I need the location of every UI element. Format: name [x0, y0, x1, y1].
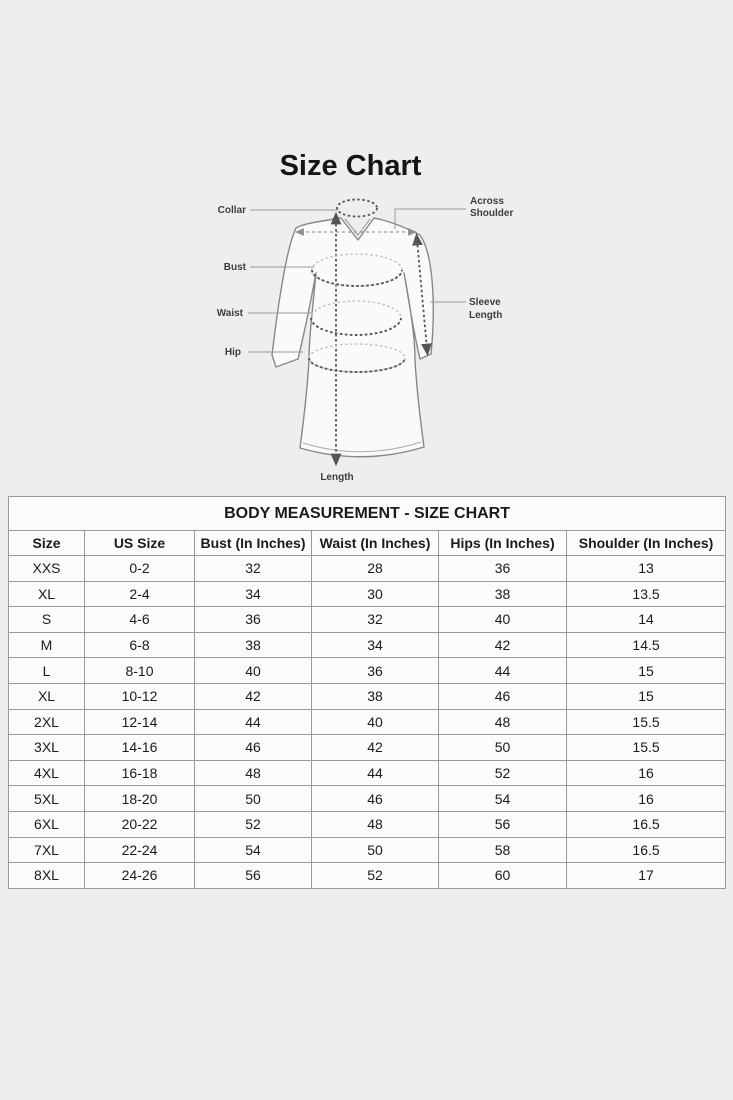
- column-header-1: US Size: [85, 531, 195, 556]
- table-row: [9, 709, 726, 735]
- table-cell: 17: [567, 863, 726, 889]
- table-header-row: [9, 531, 726, 556]
- table-cell: 16: [567, 760, 726, 786]
- waist-label: Waist: [216, 308, 243, 319]
- table-cell: 14-16: [85, 735, 195, 761]
- table-cell: 6-8: [85, 632, 195, 658]
- column-header-0: Size: [9, 531, 85, 556]
- column-header-5: Shoulder (In Inches): [567, 531, 726, 556]
- hip-label: Hip: [224, 347, 241, 358]
- table-cell: 15.5: [567, 735, 726, 761]
- table-row: [9, 683, 726, 709]
- table-title: BODY MEASUREMENT - SIZE CHART: [9, 497, 726, 531]
- table-cell: 38: [312, 683, 439, 709]
- table-cell: 34: [195, 581, 312, 607]
- table-row: [9, 786, 726, 812]
- table-cell: XXS: [9, 556, 85, 582]
- table-body: [9, 556, 726, 889]
- table-cell: 60: [439, 863, 567, 889]
- column-header-2: Bust (In Inches): [195, 531, 312, 556]
- table-cell: 8XL: [9, 863, 85, 889]
- table-cell: 46: [195, 735, 312, 761]
- table-cell: 46: [312, 786, 439, 812]
- table-cell: 34: [312, 632, 439, 658]
- table-row: [9, 607, 726, 633]
- table-row: [9, 837, 726, 863]
- table-cell: 20-22: [85, 811, 195, 837]
- table-cell: XL: [9, 683, 85, 709]
- bust-label: Bust: [223, 262, 246, 273]
- table-cell: 32: [195, 556, 312, 582]
- table-cell: 4XL: [9, 760, 85, 786]
- table-row: [9, 632, 726, 658]
- table-cell: 40: [439, 607, 567, 633]
- table-cell: 16.5: [567, 811, 726, 837]
- size-chart-table: [8, 496, 726, 889]
- across-shoulder-label-line1: Across: [470, 196, 504, 207]
- table-cell: 30: [312, 581, 439, 607]
- table-cell: 52: [195, 811, 312, 837]
- table-cell: 50: [312, 837, 439, 863]
- table-cell: 40: [195, 658, 312, 684]
- table-cell: 48: [439, 709, 567, 735]
- table-cell: 56: [439, 811, 567, 837]
- table-cell: 50: [195, 786, 312, 812]
- table-cell: 36: [439, 556, 567, 582]
- table-cell: 13: [567, 556, 726, 582]
- table-cell: 44: [312, 760, 439, 786]
- table-cell: 38: [439, 581, 567, 607]
- table-row: [9, 556, 726, 582]
- table-cell: 44: [439, 658, 567, 684]
- table-cell: 48: [195, 760, 312, 786]
- table-cell: 36: [195, 607, 312, 633]
- sleeve-length-label-line1: Sleeve: [469, 297, 501, 308]
- table-cell: 40: [312, 709, 439, 735]
- table-cell: 15: [567, 658, 726, 684]
- table-cell: 14: [567, 607, 726, 633]
- table-cell: 3XL: [9, 735, 85, 761]
- table-cell: 2-4: [85, 581, 195, 607]
- sleeve-length-label-line2: Length: [469, 310, 503, 321]
- column-header-4: Hips (In Inches): [439, 531, 567, 556]
- table-cell: 10-12: [85, 683, 195, 709]
- table-cell: 14.5: [567, 632, 726, 658]
- table-cell: 7XL: [9, 837, 85, 863]
- table-cell: 6XL: [9, 811, 85, 837]
- garment-measurement-diagram: [0, 185, 733, 495]
- collar-measure-ellipse: [337, 200, 377, 217]
- table-cell: 24-26: [85, 863, 195, 889]
- table-cell: 46: [439, 683, 567, 709]
- collar-label: Collar: [217, 205, 246, 216]
- table-cell: 36: [312, 658, 439, 684]
- table-cell: 50: [439, 735, 567, 761]
- table-cell: 44: [195, 709, 312, 735]
- across-shoulder-label-line2: Shoulder: [470, 208, 514, 219]
- table-row: [9, 863, 726, 889]
- table-cell: XL: [9, 581, 85, 607]
- table-cell: 42: [439, 632, 567, 658]
- table-row: [9, 735, 726, 761]
- across-shoulder-leader-line: [395, 209, 466, 229]
- page-title: Size Chart: [279, 150, 422, 182]
- table-cell: 58: [439, 837, 567, 863]
- table-row: [9, 581, 726, 607]
- table-cell: 56: [195, 863, 312, 889]
- table-cell: 5XL: [9, 786, 85, 812]
- table-row: [9, 658, 726, 684]
- table-cell: S: [9, 607, 85, 633]
- table-cell: 2XL: [9, 709, 85, 735]
- table-cell: M: [9, 632, 85, 658]
- table-cell: 22-24: [85, 837, 195, 863]
- table-cell: 16.5: [567, 837, 726, 863]
- table-cell: 54: [195, 837, 312, 863]
- table-cell: 8-10: [85, 658, 195, 684]
- table-row: [9, 811, 726, 837]
- table-title-row: [9, 497, 726, 531]
- table-cell: 0-2: [85, 556, 195, 582]
- table-cell: 15.5: [567, 709, 726, 735]
- table-cell: 42: [195, 683, 312, 709]
- table-cell: L: [9, 658, 85, 684]
- column-header-3: Waist (In Inches): [312, 531, 439, 556]
- length-label: Length: [320, 472, 354, 483]
- table-cell: 16-18: [85, 760, 195, 786]
- table-cell: 38: [195, 632, 312, 658]
- table-cell: 42: [312, 735, 439, 761]
- table-cell: 54: [439, 786, 567, 812]
- table-cell: 13.5: [567, 581, 726, 607]
- table-cell: 15: [567, 683, 726, 709]
- table-cell: 32: [312, 607, 439, 633]
- table-cell: 12-14: [85, 709, 195, 735]
- table-cell: 28: [312, 556, 439, 582]
- table-row: [9, 760, 726, 786]
- table-cell: 48: [312, 811, 439, 837]
- table-cell: 52: [439, 760, 567, 786]
- table-cell: 16: [567, 786, 726, 812]
- table-cell: 4-6: [85, 607, 195, 633]
- table-cell: 52: [312, 863, 439, 889]
- table-cell: 18-20: [85, 786, 195, 812]
